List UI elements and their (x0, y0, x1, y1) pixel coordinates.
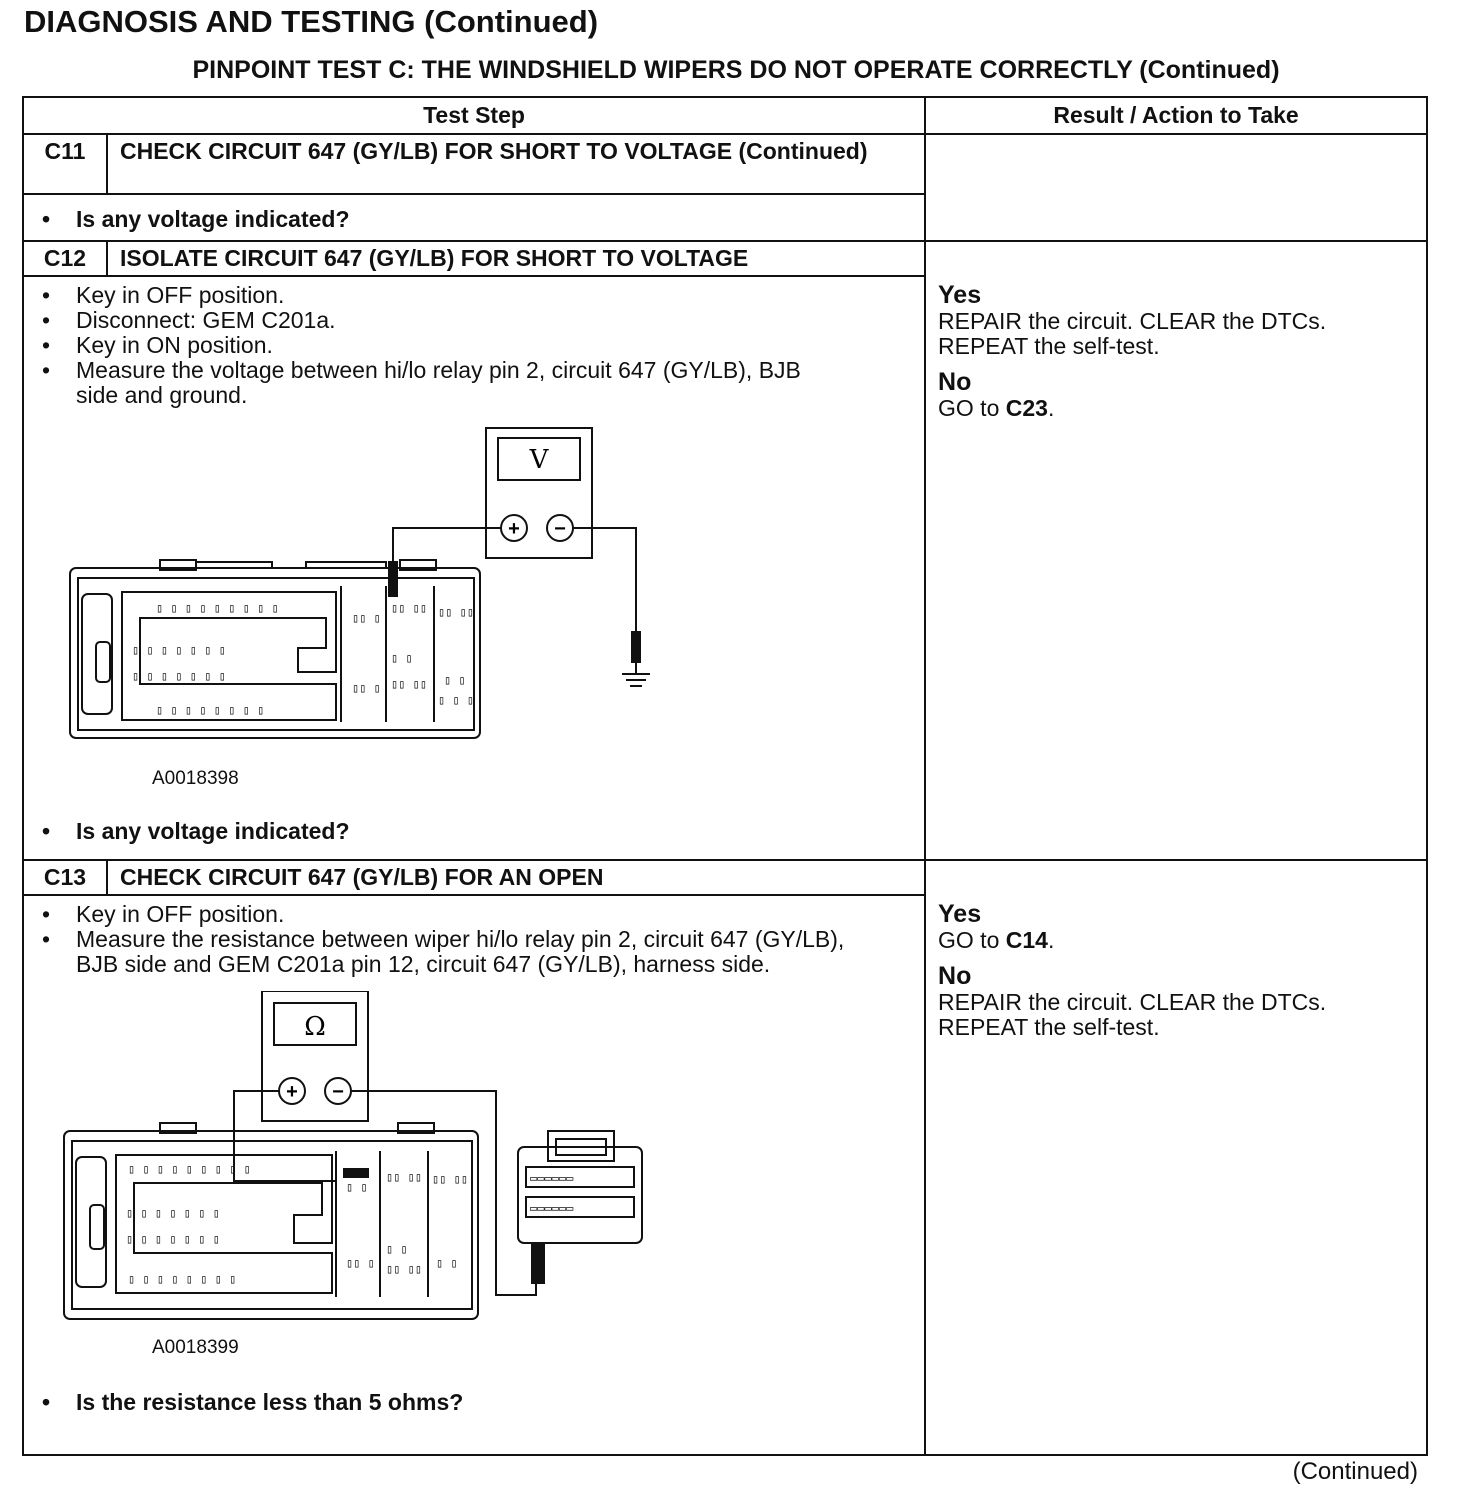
no-action-line: REPEAT the self-test. (938, 1014, 1160, 1040)
no-action-line (938, 396, 1414, 421)
svg-text:▯ ▯ ▯ ▯ ▯ ▯ ▯: ▯ ▯ ▯ ▯ ▯ ▯ ▯ (126, 1232, 220, 1246)
step-body-c13 (23, 895, 925, 1455)
step-item: • Measure the resistance between wiper hi/lo relay pin 2, circuit 647 (GY/LB), BJB side and GEM C201a pin 12, circuit 647 (GY/LB), harness side. (58, 927, 914, 977)
svg-text:▯ ▯ ▯ ▯ ▯ ▯ ▯: ▯ ▯ ▯ ▯ ▯ ▯ ▯ (126, 1206, 220, 1220)
step-id-c12: C12 (23, 241, 107, 276)
svg-text:▯ ▯ ▯ ▯ ▯ ▯ ▯ ▯ ▯: ▯ ▯ ▯ ▯ ▯ ▯ ▯ ▯ ▯ (156, 601, 279, 615)
result-cell-c12 (925, 241, 1427, 860)
meter-display: Ω (304, 1012, 326, 1042)
no-label: No (938, 962, 972, 990)
no-action-prefix: GO to (938, 395, 1006, 421)
result-cell-c13 (925, 860, 1427, 1455)
terminal-pins (126, 1162, 573, 1286)
pinpoint-test-table (22, 96, 1428, 1456)
page-title: DIAGNOSIS AND TESTING (Continued) (24, 4, 599, 39)
result-yes-c12 (938, 282, 1414, 359)
junction-box (64, 1131, 478, 1319)
svg-text:▯ ▯: ▯ ▯ (346, 1180, 368, 1194)
result-cell-c11 (925, 134, 1427, 241)
result-no-c12 (938, 369, 1414, 421)
svg-text:▯ ▯: ▯ ▯ (386, 1242, 408, 1256)
plus-sign: + (286, 1081, 298, 1103)
svg-text:▯▯ ▯: ▯▯ ▯ (352, 611, 381, 625)
step-list-c13 (36, 902, 914, 977)
minus-sign: − (332, 1081, 344, 1103)
step-link-c23[interactable]: C23 (1005, 395, 1048, 421)
yes-action-suffix: . (1047, 927, 1055, 953)
yes-action-line (938, 928, 1414, 953)
step-c13-title-row (23, 860, 1427, 895)
voltage-test-diagram (36, 422, 736, 762)
step-item: • Measure the voltage between hi/lo relay pin 2, circuit 647 (GY/LB), BJB side and ground. (58, 358, 914, 408)
question-c13: • Is the resistance less than 5 ohms? (58, 1390, 914, 1415)
svg-text:▯ ▯ ▯ ▯ ▯ ▯ ▯ ▯: ▯ ▯ ▯ ▯ ▯ ▯ ▯ ▯ (128, 1272, 237, 1286)
continued-note: (Continued) (1292, 1458, 1418, 1485)
yes-action-prefix: GO to (938, 927, 1006, 953)
plus-sign: + (508, 518, 520, 540)
test-step-header: Test Step (23, 97, 925, 134)
svg-text:▯▯ ▯▯: ▯▯ ▯▯ (391, 601, 428, 615)
step-id-c13: C13 (23, 860, 107, 895)
yes-action-line: REPAIR the circuit. CLEAR the DTCs. (938, 308, 1327, 334)
svg-text:▯ ▯: ▯ ▯ (436, 1256, 458, 1270)
pinpoint-test-title: PINPOINT TEST C: THE WINDSHIELD WIPERS DO NOT OPERATE CORRECTLY (Continued) (192, 56, 1280, 84)
step-list-c12 (36, 283, 914, 408)
no-label: No (938, 368, 972, 396)
svg-text:▯▯ ▯: ▯▯ ▯ (352, 681, 381, 695)
svg-text:▯▯ ▯: ▯▯ ▯ (346, 1256, 375, 1270)
step-body-c12 (23, 276, 925, 860)
svg-text:▯ ▯ ▯: ▯ ▯ ▯ (438, 693, 475, 707)
yes-action-line: REPEAT the self-test. (938, 333, 1160, 359)
svg-text:▯▯ ▯▯: ▯▯ ▯▯ (391, 677, 428, 691)
step-title-c11: CHECK CIRCUIT 647 (GY/LB) FOR SHORT TO VOLTAGE (Continued) (107, 134, 925, 194)
no-action-suffix: . (1047, 395, 1055, 421)
step-body-c11 (23, 194, 925, 241)
svg-text:▭▭▭▭▭▭: ▭▭▭▭▭▭ (530, 1201, 574, 1215)
question-c12: • Is any voltage indicated? (58, 819, 914, 844)
svg-text:▯ ▯ ▯ ▯ ▯ ▯ ▯ ▯ ▯: ▯ ▯ ▯ ▯ ▯ ▯ ▯ ▯ ▯ (128, 1162, 251, 1176)
svg-text:▯ ▯: ▯ ▯ (444, 673, 466, 687)
table-header-row (23, 97, 1427, 134)
svg-text:▭▭▭▭▭▭: ▭▭▭▭▭▭ (530, 1171, 574, 1185)
minus-sign: − (554, 518, 566, 540)
svg-text:▯▯ ▯▯: ▯▯ ▯▯ (438, 605, 475, 619)
step-item: • Disconnect: GEM C201a. (58, 308, 914, 333)
svg-text:▯▯ ▯▯: ▯▯ ▯▯ (386, 1262, 423, 1276)
resistance-test-diagram (36, 991, 756, 1341)
voltage-test-figure (36, 422, 914, 791)
step-item: • Key in OFF position. (58, 283, 914, 308)
svg-text:▯▯ ▯▯: ▯▯ ▯▯ (432, 1172, 469, 1186)
step-c11-title-row (23, 134, 1427, 194)
svg-text:▯ ▯ ▯ ▯ ▯ ▯ ▯: ▯ ▯ ▯ ▯ ▯ ▯ ▯ (132, 643, 226, 657)
result-action-header: Result / Action to Take (925, 97, 1427, 134)
svg-text:▯ ▯ ▯ ▯ ▯ ▯ ▯ ▯: ▯ ▯ ▯ ▯ ▯ ▯ ▯ ▯ (156, 703, 265, 717)
svg-text:▯▯ ▯▯: ▯▯ ▯▯ (386, 1170, 423, 1184)
figure-id: A0018399 (152, 1337, 239, 1358)
yes-label: Yes (938, 900, 982, 928)
yes-label: Yes (938, 281, 982, 309)
step-item: • Key in ON position. (58, 333, 914, 358)
meter-display: V (529, 445, 549, 475)
step-title-c12: ISOLATE CIRCUIT 647 (GY/LB) FOR SHORT TO VOLTAGE (107, 241, 925, 276)
resistance-test-figure (36, 991, 914, 1360)
step-c12-title-row (23, 241, 1427, 276)
svg-text:▯ ▯ ▯ ▯ ▯ ▯ ▯: ▯ ▯ ▯ ▯ ▯ ▯ ▯ (132, 669, 226, 683)
question-c11: • Is any voltage indicated? (58, 207, 914, 232)
no-action-line: REPAIR the circuit. CLEAR the DTCs. (938, 989, 1327, 1015)
step-title-c13: CHECK CIRCUIT 647 (GY/LB) FOR AN OPEN (107, 860, 925, 895)
step-id-c11: C11 (23, 134, 107, 194)
result-yes-c13 (938, 901, 1414, 953)
step-link-c14[interactable]: C14 (1005, 927, 1048, 953)
figure-id: A0018398 (152, 768, 239, 789)
result-no-c13 (938, 963, 1414, 1040)
ohmmeter (262, 991, 368, 1121)
step-item: • Key in OFF position. (58, 902, 914, 927)
svg-text:▯ ▯: ▯ ▯ (391, 651, 413, 665)
